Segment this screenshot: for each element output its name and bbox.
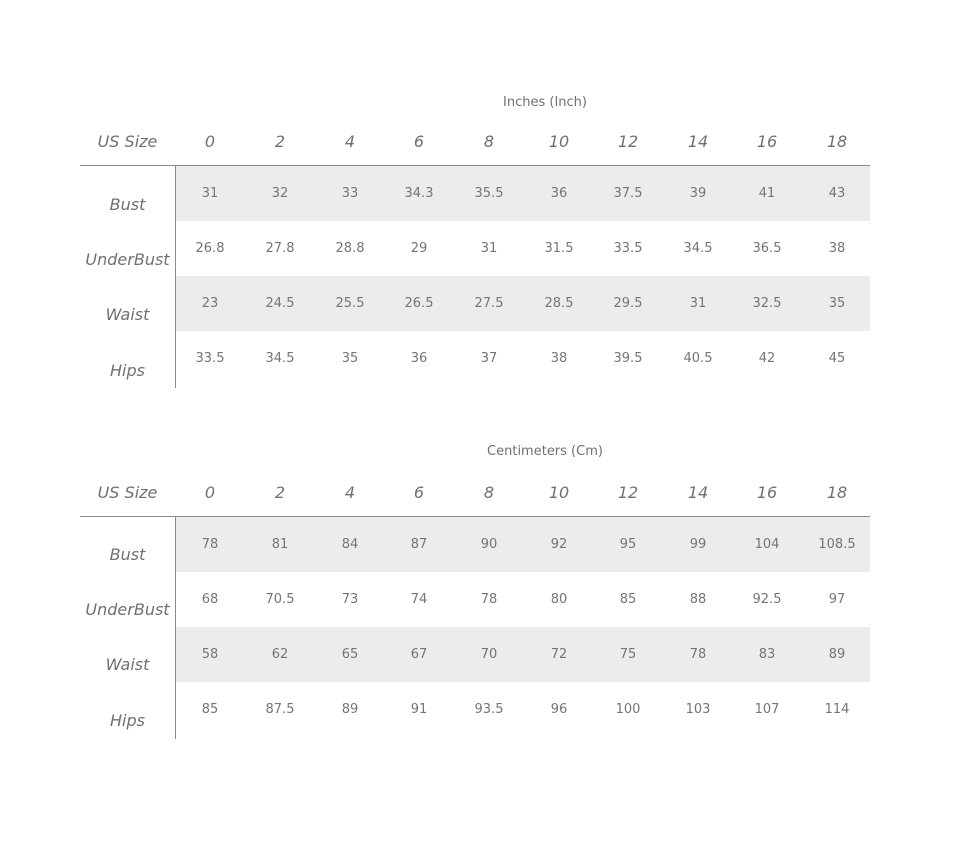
table-cell: 35 — [341, 351, 359, 366]
table-cell: 78 — [480, 592, 498, 607]
row-label: UnderBust — [85, 250, 170, 269]
size-header: 16 — [756, 483, 778, 502]
table-cell: 99 — [689, 537, 707, 552]
table-row-bust — [80, 166, 870, 221]
row-label: Waist — [105, 655, 150, 674]
table-cell: 93.5 — [474, 702, 504, 717]
table-cell: 42 — [758, 351, 776, 366]
table-cell: 100 — [615, 702, 641, 717]
table-cell: 41 — [758, 186, 776, 201]
size-header: 12 — [617, 483, 639, 502]
table-cell: 39 — [689, 186, 707, 201]
table-cell: 95 — [619, 537, 637, 552]
table-cell: 68 — [201, 592, 219, 607]
size-header: 10 — [548, 132, 570, 151]
table-cell: 37.5 — [613, 186, 643, 201]
table-cell: 31 — [201, 186, 219, 201]
table-cell: 29 — [410, 241, 428, 256]
table-cell: 34.5 — [683, 241, 713, 256]
table-cell: 27.8 — [265, 241, 295, 256]
table-row-waist — [80, 627, 870, 682]
table-cell: 26.5 — [404, 296, 434, 311]
size-header: 2 — [274, 483, 286, 502]
table-cell: 62 — [271, 647, 289, 662]
size-header: 2 — [274, 132, 286, 151]
table-cell: 43 — [828, 186, 846, 201]
size-header: 4 — [344, 132, 356, 151]
row-label: UnderBust — [85, 600, 170, 619]
table-row-underbust — [80, 221, 870, 276]
size-header: 0 — [204, 483, 216, 502]
row-label: Bust — [109, 195, 146, 214]
size-header: 16 — [756, 132, 778, 151]
table-cell: 32 — [271, 186, 289, 201]
size-header: 6 — [413, 132, 425, 151]
table-cell: 27.5 — [474, 296, 504, 311]
table-cell: 40.5 — [683, 351, 713, 366]
table-cell: 36 — [410, 351, 428, 366]
table-cell: 108.5 — [818, 537, 856, 552]
table-cell: 78 — [201, 537, 219, 552]
table-cell: 31 — [480, 241, 498, 256]
table-cell: 36 — [550, 186, 568, 201]
size-header: 0 — [204, 132, 216, 151]
table-cell: 107 — [754, 702, 780, 717]
table-cell: 33.5 — [613, 241, 643, 256]
table-cell: 87.5 — [265, 702, 295, 717]
size-header: 4 — [344, 483, 356, 502]
table-row-bust — [80, 517, 870, 572]
table-cell: 70 — [480, 647, 498, 662]
row-label: Hips — [110, 361, 145, 380]
table-cell: 87 — [410, 537, 428, 552]
table-cell: 26.8 — [195, 241, 225, 256]
size-header: 6 — [413, 483, 425, 502]
table-cell: 73 — [341, 592, 359, 607]
table-cell: 88 — [689, 592, 707, 607]
table-cell: 92 — [550, 537, 568, 552]
table-cell: 84 — [341, 537, 359, 552]
table-cell: 32.5 — [752, 296, 782, 311]
table-cell: 74 — [410, 592, 428, 607]
table-cell: 34.3 — [404, 186, 434, 201]
table-cell: 37 — [480, 351, 498, 366]
row-label: Bust — [109, 545, 146, 564]
table-row-underbust — [80, 572, 870, 627]
table-cell: 23 — [201, 296, 219, 311]
table-cell: 78 — [689, 647, 707, 662]
table-cell: 34.5 — [265, 351, 295, 366]
table-cell: 103 — [685, 702, 711, 717]
table-cell: 33.5 — [195, 351, 225, 366]
table-cell: 58 — [201, 647, 219, 662]
table-caption: Centimeters (Cm) — [487, 444, 603, 459]
size-header: 14 — [687, 483, 709, 502]
table-cell: 29.5 — [613, 296, 643, 311]
table-cell: 72 — [550, 647, 568, 662]
table-row-hips — [80, 682, 870, 737]
table-cell: 75 — [619, 647, 637, 662]
table-body — [80, 517, 870, 739]
table-cell: 24.5 — [265, 296, 295, 311]
row-label: Hips — [110, 711, 145, 730]
table-cell: 83 — [758, 647, 776, 662]
table-cell: 90 — [480, 537, 498, 552]
table-cell: 92.5 — [752, 592, 782, 607]
table-cell: 67 — [410, 647, 428, 662]
table-body — [80, 166, 870, 388]
table-cell: 65 — [341, 647, 359, 662]
table-cell: 104 — [754, 537, 780, 552]
table-cell: 35.5 — [474, 186, 504, 201]
table-cell: 38 — [550, 351, 568, 366]
table-cell: 114 — [824, 702, 850, 717]
table-cell: 80 — [550, 592, 568, 607]
table-header-row — [80, 470, 870, 517]
table-cell: 31.5 — [544, 241, 574, 256]
size-label: US Size — [97, 483, 158, 502]
table-cell: 31 — [689, 296, 707, 311]
size-header: 8 — [483, 132, 495, 151]
table-cell: 38 — [828, 241, 846, 256]
table-cell: 97 — [828, 592, 846, 607]
table-cell: 89 — [828, 647, 846, 662]
table-cell: 96 — [550, 702, 568, 717]
size-header: 12 — [617, 132, 639, 151]
size-header: 8 — [483, 483, 495, 502]
table-caption: Inches (Inch) — [503, 95, 587, 110]
table-cell: 91 — [410, 702, 428, 717]
table-cell: 39.5 — [613, 351, 643, 366]
table-row-waist — [80, 276, 870, 331]
size-header: 10 — [548, 483, 570, 502]
size-header: 18 — [826, 132, 848, 151]
table-cell: 28.5 — [544, 296, 574, 311]
table-cell: 89 — [341, 702, 359, 717]
table-cell: 25.5 — [335, 296, 365, 311]
size-label: US Size — [97, 132, 158, 151]
table-cell: 45 — [828, 351, 846, 366]
table-header-row — [80, 119, 870, 166]
table-cell: 28.8 — [335, 241, 365, 256]
table-cell: 35 — [828, 296, 846, 311]
table-row-hips — [80, 331, 870, 386]
table-cell: 36.5 — [752, 241, 782, 256]
table-cell: 85 — [201, 702, 219, 717]
table-cell: 81 — [271, 537, 289, 552]
row-label: Waist — [105, 305, 150, 324]
table-cell: 85 — [619, 592, 637, 607]
table-cell: 70.5 — [265, 592, 295, 607]
size-header: 14 — [687, 132, 709, 151]
size-header: 18 — [826, 483, 848, 502]
table-cell: 33 — [341, 186, 359, 201]
